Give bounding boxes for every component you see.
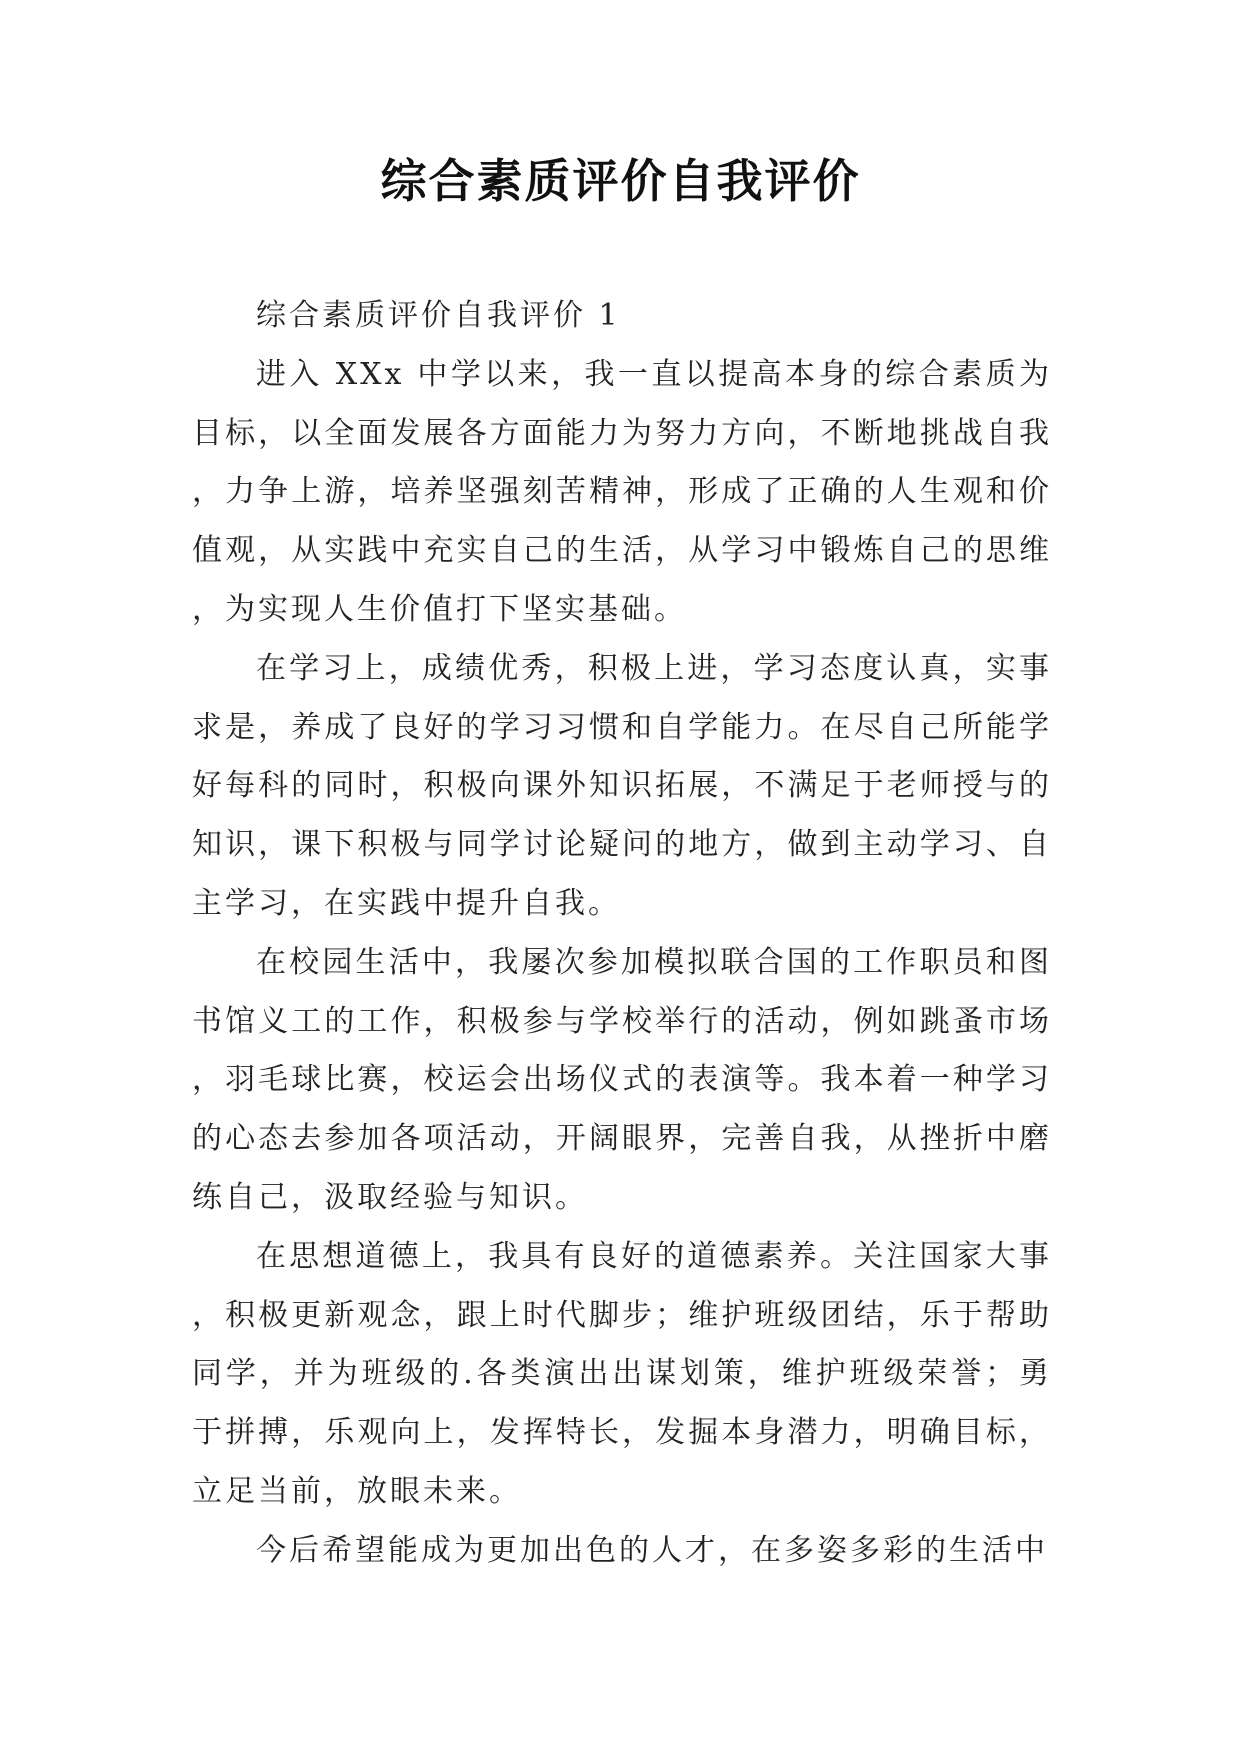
paragraph-5: 今后希望能成为更加出色的人才，在多姿多彩的生活中 xyxy=(256,1532,1048,1568)
paragraph-1: 进入 XXx 中学以来，我一直以提高本身的综合素质为目标，以全面发展各方面能力为努力方向，不断地挑战自我，力争上游，培养坚强刻苦精神，形成了正确的人生观和价值观，从实践中充实自己的生活，从学习中锻炼自己的思维，为实现人生价值打下坚实基础。 xyxy=(192,356,1052,627)
paragraph-3: 在校园生活中，我屡次参加模拟联合国的工作职员和图书馆义工的工作，积极参与学校举行的活动，例如跳蚤市场，羽毛球比赛，校运会出场仪式的表演等。我本着一种学习的心态去参加各项活动，开阔眼界，完善自我，从挫折中磨练自己，汲取经验与知识。 xyxy=(192,944,1052,1215)
document-body xyxy=(192,287,1052,1581)
section-heading: 综合素质评价自我评价 1 xyxy=(256,298,621,333)
paragraph-2: 在学习上，成绩优秀，积极上进，学习态度认真，实事求是，养成了良好的学习习惯和自学能力。在尽自己所能学好每科的同时，积极向课外知识拓展，不满足于老师授与的知识，课下积极与同学讨论疑问的地方，做到主动学习、自主学习，在实践中提升自我。 xyxy=(192,650,1052,921)
paragraph-4: 在思想道德上，我具有良好的道德素养。关注国家大事，积极更新观念，跟上时代脚步；维护班级团结，乐于帮助同学，并为班级的.各类演出出谋划策，维护班级荣誉；勇于拼搏，乐观向上，发挥特长，发掘本身潜力，明确目标，立足当前，放眼未来。 xyxy=(192,1238,1052,1509)
document-title: 综合素质评价自我评价 xyxy=(380,154,861,208)
